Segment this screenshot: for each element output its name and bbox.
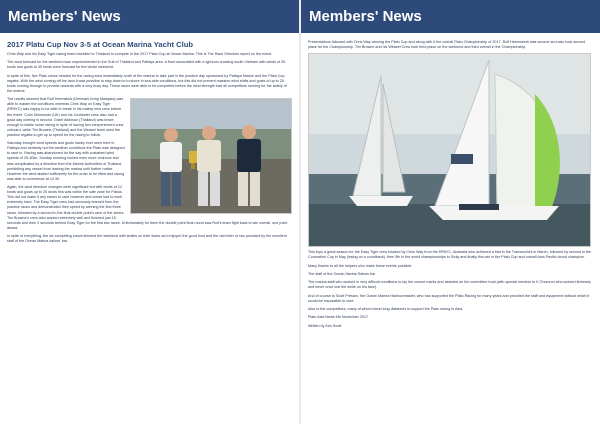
page-header: Members' News [0, 0, 299, 33]
paragraph: Presentations followed with Chris Way winning the Platu Cup and along with it the overall Platu Championship of 2017. Rolf Heemskerk was second and also took second place for the Championship. Tim Browne and his Weasel Crew took third place on the weekend and third overall in the Championship. [308, 40, 586, 50]
sailing-race-photo [308, 53, 591, 247]
paragraph: The staff of the Ocean Marina Sailors bar [308, 272, 376, 277]
paragraph: Platu Asia News 6th November 2017 [308, 315, 369, 320]
article-body [308, 40, 593, 422]
paragraph: Many thanks to all the helpers who make these events possible. [308, 263, 413, 268]
page-header: Members' News [301, 0, 600, 33]
paragraph: Also to the competitors, many of whom travel long distances to support the Platu racing in Asia. [308, 307, 464, 312]
paragraph: Again, the wind direction changes were significant but with winds of 12 knots and gusts up to 20 knots this was within the safe zone for Platus. This did not make it any easier to race however and crews had to work extremely hard. The Easy Tiger crew had obviously learned from the practice races and demonstrated their speed by winning the first three races, followed by a second in the final double point's race of the series. Tim Browne's crew also worked extremely well and finished just 15 seconds and then 2 seconds behind Easy Tiger for the first two races. Unfortunately for them the double point final round saw Rolf's team fight back to win overall, one point ahead. [7, 185, 288, 230]
right-page [301, 0, 600, 424]
article-intro: Chris Way and his Easy Tiger racing team travelled to Thailand to compete in the 2017 Platu Cup at Ocean Marina. This is The Race Directors report on the event. [7, 52, 273, 56]
trophy-presentation-photo [130, 98, 292, 214]
paragraph: This tops a great season for the Easy Tiger crew headed by Chris Way from the RPAYC, Australia who achieved a first in the Transworld's in March, followed by second in the Coronation Cup in May (losing on a countback), then 5th in the world championships in Sicily and finally this win in the Platu Cup and overall Asia Pacific circuit champion. [308, 250, 592, 260]
paragraph: And of course to Scott Preston, the Ocean Marina Harbourmaster, who has supported the Platu Racing for many years and provided the staff and equipment without which it would be impossible to race. [308, 293, 590, 303]
article-body [7, 40, 292, 422]
paragraph: In spite of everything, the six competing crews finished the weekend with smiles on their faces and enjoyed the good food and the odd beer or two provided by the excellent staff of the Ocean Marina sailors' bar. [7, 234, 287, 244]
paragraph: Saturday brought wind speeds and gusts hardly ever seen here in Pattaya and certainly not the weather conditions the Platu was designed to race in. Racing was abandoned for the day with sustained wind speeds of 25-30kn. Sunday morning looked even more ominous and was complicated by a directive from the Marine Authorities of Thailand prohibiting any vessel from leaving the marina until further notice. However the wind abated sufficiently for the order to be lifted and racing was able to commence at 12:30. [7, 141, 125, 181]
paragraph: The results showed that Rolf Heemskirk (Denmark living Malaysia) was able to master the conditions whereas Chris Way on Easy Tiger (RPAYC) was happy to be able to break in his mainly new crew before the event. Colin Simmonds (UK) and his Cocktailer crew also had a good day coming in second. Grant Atkinson (Thailand) was brave enough to tackle some racing in spite of having two inexperienced crew onboard, while Tim Browne (Thailand) and the Weasel team used the practice regatta to get up to speed for the racing to follow. [7, 97, 124, 137]
paragraph: The wind forecast for the weekend was unprecedented in the Gulf of Thailand and Pattaya area. A front associated with a typhoon crossing south Vietnam with winds of 25 knots and gusts to 35 knots were forecast for the whole weekend. [7, 60, 286, 70]
left-page [0, 0, 299, 424]
article-title: 2017 Platu Cup Nov 3-5 at Ocean Marina Yacht Club [7, 40, 193, 49]
paragraph: In spite of this, five Platu crews headed for the racing area immediately north of the marina to take part in the practice day sponsored by Pattaya Marine and the Platu Cup regatta. With the wind coming off the land it was possible to stay down in to shore in sea able conditions, but this did not prevent massive wind shifts and gusts of up to 25 knots coming through to provide hazards with a very busy day. These races were able to be completed before the wind strength had all competitors running for the safety of the marina. [7, 73, 287, 93]
author-credit: Written by Kev Scott [308, 323, 342, 328]
paragraph: The marina staff who worked in very difficult conditions to lay the course marks and assisted on the committee boat (with special mention to K Chumron who worked tirelessly and never once lost the smile on his face). [308, 280, 591, 290]
